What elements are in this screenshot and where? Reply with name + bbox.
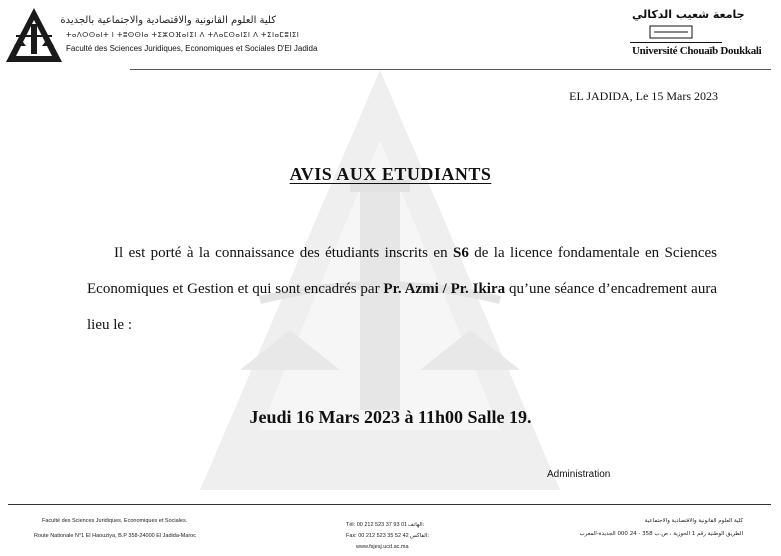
footer-address-ar-line1: كلية العلوم القانونية والاقتصادية والاجتماعية	[644, 518, 743, 524]
session-datetime: Jeudi 16 Mars 2023 à 11h00 Salle 19.	[249, 407, 532, 427]
notice-date: EL JADIDA, Le 15 Mars 2023	[569, 89, 718, 103]
letterhead	[0, 0, 781, 72]
footer-tel: Tél: 00 212 523 37 93 01	[346, 522, 408, 528]
notice-paragraph	[87, 235, 717, 343]
body-text-2: de la licence fondamentale en Sciences Economiques et Gestion et qui sont encadrés par	[87, 245, 717, 297]
footer-fax-ar: :الفاكس	[410, 533, 430, 539]
footer-fax: Fax: 00 212 523 35 52 42	[346, 533, 409, 539]
body-text-3: qu’une séance d’encadrement aura lieu le :	[87, 281, 717, 333]
footer-website[interactable]: www.fsjesj.ucd.ac.ma	[356, 544, 409, 550]
footer-tel-ar: :الهاتف	[408, 522, 425, 528]
footer-address-ar-line2: الطريق الوطنية رقم 1 الحوزية ، ص.ب 358 - 24 000 الجديدة-المغرب	[579, 531, 743, 537]
university-logo	[640, 24, 702, 40]
university-underline	[630, 42, 722, 43]
notice-body	[87, 235, 717, 343]
university-name-french: Université Chouaïb Doukkali	[632, 45, 762, 57]
faculty-name-tifinagh: ⵜⴰⴷⵔⵙⴰⵏⵜ ⵏ ⵜⵓⵙⵙⵏⴰ ⵜⵉⵣⵔⴼⴰⵏⵉⵏ ⴷ ⵜⴷⴰⵎⵙⴰⵏⵉⵏ ⴷ ⵜⵉⵏⴰⵎⵓⵏⵉⵏ	[66, 31, 300, 39]
body-bold-level: S6	[452, 245, 469, 261]
university-name-arabic: جامعة شعيب الدكالي	[632, 8, 745, 21]
faculty-name-french: Faculté des Sciences Juridiques, Economiques et Sociales D'El Jadida	[66, 44, 318, 53]
body-bold-professors: Pr. Azmi / Pr. Ikira	[383, 281, 506, 297]
notice-title	[0, 164, 781, 185]
faculty-logo	[4, 6, 64, 64]
header-divider	[130, 69, 771, 70]
notice-title-text: AVIS AUX ETUDIANTS	[289, 164, 492, 184]
signature: Administration	[547, 469, 611, 480]
footer-divider	[8, 504, 771, 505]
body-text-1: Il est porté à la connaissance des étudiants inscrits en	[114, 245, 453, 261]
footer-address-line1: Faculté des Sciences Juridiques, Economiques et Sociales.	[42, 518, 188, 524]
faculty-name-arabic: كلية العلوم القانونية والاقتصادية والاجتماعية بالجديدة	[60, 15, 276, 26]
footer-address-line2: Route Nationale N°1 El Haouziya, B.P 358-24000 El Jadida-Maroc	[34, 533, 196, 539]
